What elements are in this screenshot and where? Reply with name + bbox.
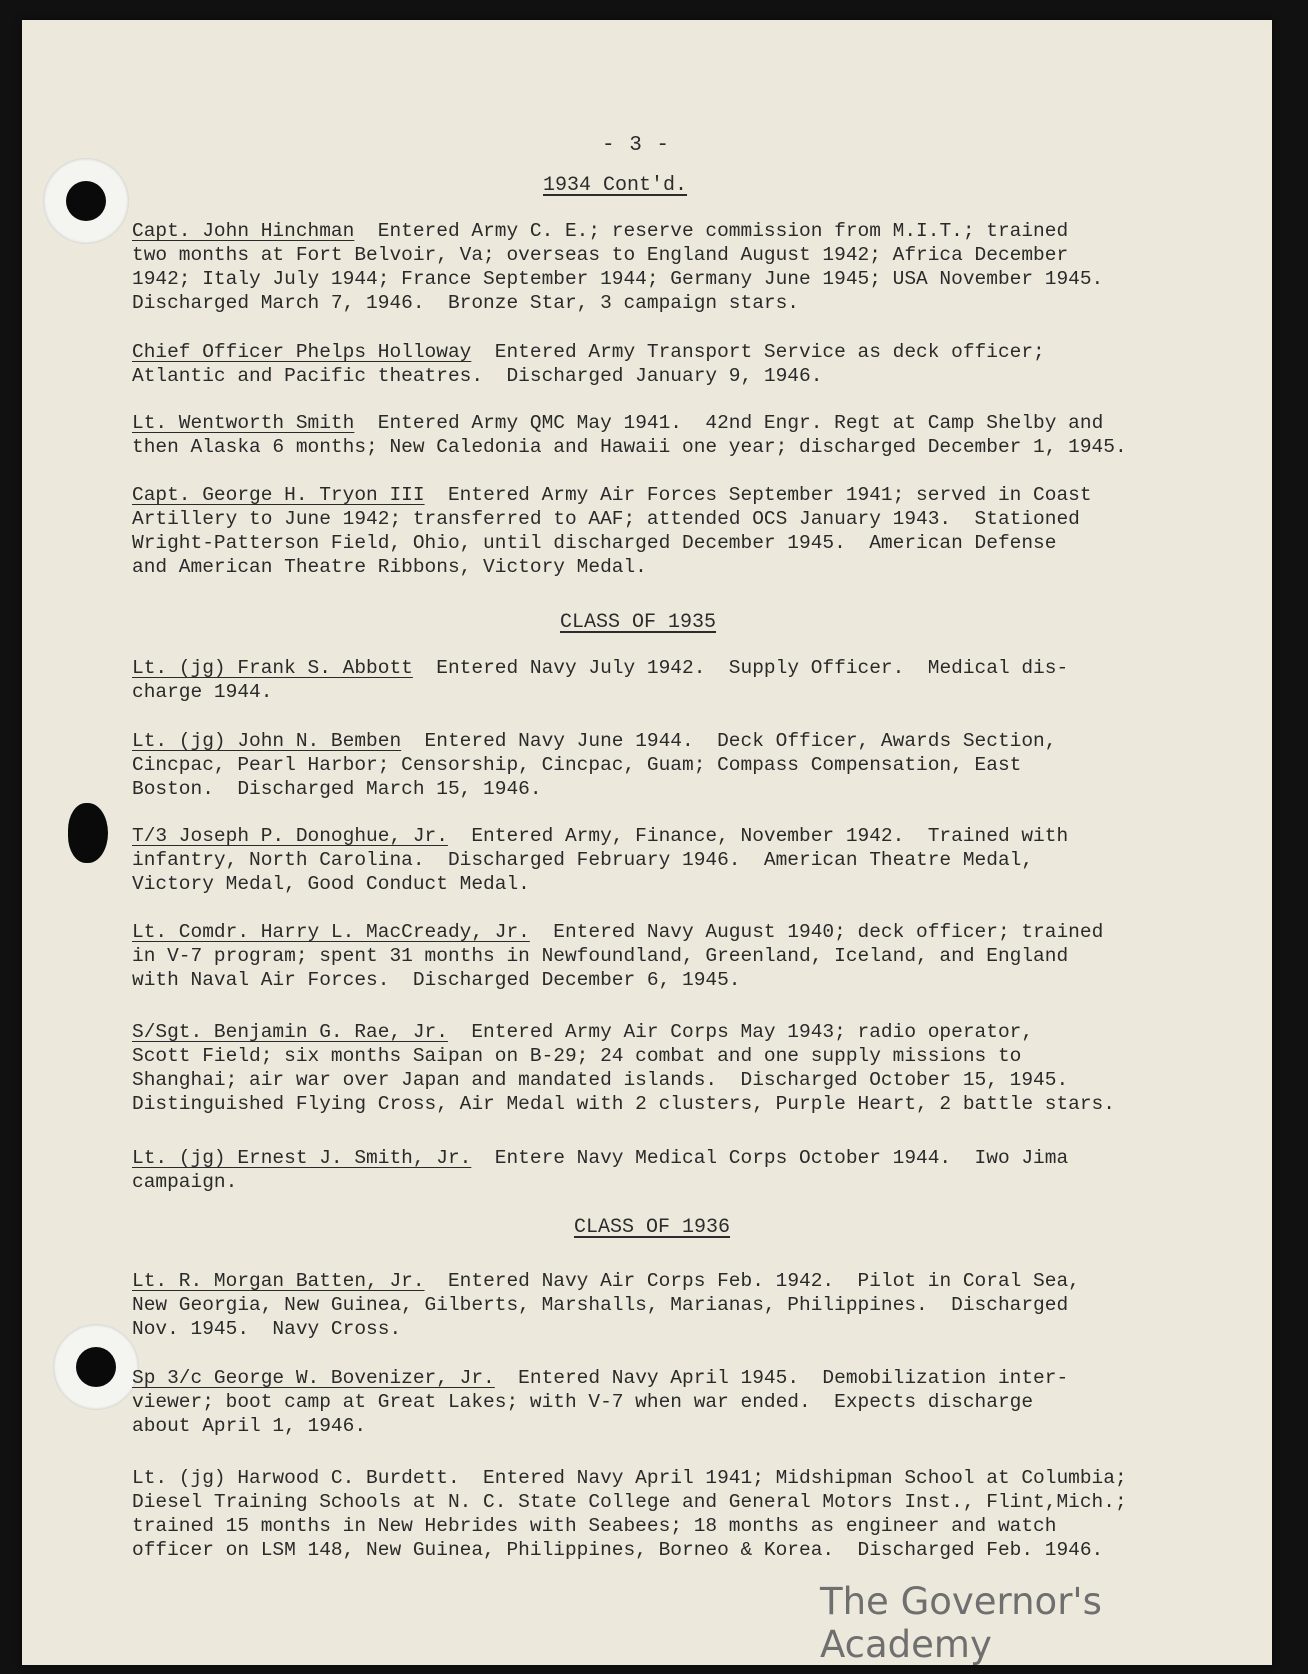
punch-hole-bottom	[53, 1324, 139, 1410]
entry-name: Chief Officer Phelps Holloway	[132, 341, 472, 363]
entry-text: Entere Navy Medical Corps October 1944. Iwo Jima campaign.	[132, 1147, 1069, 1193]
document-page	[22, 20, 1272, 1665]
entry-name: Lt. (jg) Frank S. Abbott	[132, 657, 413, 679]
entry-text: Entered Army QMC May 1941. 42nd Engr. Regt at Camp Shelby and then Alaska 6 months; New Caledonia and Hawaii one year; discharged December 1, 1945.	[132, 412, 1127, 458]
entry-bemben	[132, 729, 1222, 801]
entry-batten	[132, 1269, 1222, 1341]
page-number: - 3 -	[602, 134, 671, 157]
section-heading-class-1936: CLASS OF 1936	[574, 1216, 731, 1239]
entry-text: Entered Army Air Forces September 1941; served in Coast Artillery to June 1942; transferred to AAF; attended OCS January 1943. Stationed Wright-Patterson Field, Ohio, until discharged December 1945. American Defense and American Theatre Ribbons, Victory Medal.	[132, 484, 1092, 578]
entry-name: Lt. (jg) Ernest J. Smith, Jr.	[132, 1147, 472, 1169]
entry-name: Lt. R. Morgan Batten, Jr.	[132, 1270, 425, 1292]
entry-text: Entered Army C. E.; reserve commission from M.I.T.; trained two months at Fort Belvoir, Va; overseas to England August 1942; Africa December 1942; Italy July 1944; France September 1944; Germany June 1945; USA November 1945. Discharged March 7, 1946. Bronze Star, 3 campaign stars.	[132, 220, 1104, 314]
entry-text: Entered Navy August 1940; deck officer; trained in V-7 program; spent 31 months in Newfoundland, Greenland, Iceland, and England with Naval Air Forces. Discharged December 6, 1945.	[132, 921, 1104, 991]
entry-maccready	[132, 920, 1222, 992]
entry-name: S/Sgt. Benjamin G. Rae, Jr.	[132, 1021, 448, 1043]
entry-wentworth-smith	[132, 411, 1222, 459]
entry-name: Lt. (jg) John N. Bemben	[132, 730, 402, 752]
entry-bovenizer	[132, 1366, 1222, 1438]
punch-hole-top	[43, 158, 129, 244]
entry-rae	[132, 1020, 1222, 1116]
entry-name: Capt. George H. Tryon III	[132, 484, 425, 506]
section-heading-class-1935: CLASS OF 1935	[560, 611, 717, 634]
entry-burdett	[132, 1466, 1222, 1562]
entry-name: Capt. John Hinchman	[132, 220, 355, 242]
entry-text: Entered Navy Air Corps Feb. 1942. Pilot in Coral Sea, New Georgia, New Guinea, Gilberts, Marshalls, Marianas, Philippines. Discharged Nov. 1945. Navy Cross.	[132, 1270, 1080, 1340]
entry-tryon	[132, 483, 1222, 579]
entry-holloway	[132, 340, 1222, 388]
entry-text: Entered Army Transport Service as deck officer; Atlantic and Pacific theatres. Discharged January 9, 1946.	[132, 341, 1045, 387]
entry-text: Entered Army, Finance, November 1942. Trained with infantry, North Carolina. Discharged February 1946. American Theatre Medal, Victory Medal, Good Conduct Medal.	[132, 825, 1069, 895]
watermark: The Governor's Academy	[820, 1580, 1102, 1665]
entry-name: T/3 Joseph P. Donoghue, Jr.	[132, 825, 448, 847]
entry-text: Entered Navy April 1941; Midshipman School at Columbia; Diesel Training Schools at N. C. State College and General Motors Inst., Flint,Mich.; trained 15 months in New Hebrides with Seabees; 18 months as engineer and watch officer on LSM 148, New Guinea, Philippines, Borneo & Korea. Discharged Feb. 1946.	[132, 1467, 1127, 1561]
entry-text: Entered Navy April 1945. Demobilization inter- viewer; boot camp at Great Lakes; with V-7 when war ended. Expects discharge about April 1, 1946.	[132, 1367, 1069, 1437]
entry-text: Entered Navy July 1942. Supply Officer. Medical dis- charge 1944.	[132, 657, 1069, 703]
punch-hole-middle	[68, 803, 108, 863]
section-heading-1934-contd: 1934 Cont'd.	[543, 174, 688, 197]
entry-name: Sp 3/c George W. Bovenizer, Jr.	[132, 1367, 495, 1389]
entry-donoghue	[132, 824, 1222, 896]
entry-name: Lt. Wentworth Smith	[132, 412, 355, 434]
entry-hinchman	[132, 219, 1222, 315]
entry-text: Entered Army Air Corps May 1943; radio operator, Scott Field; six months Saipan on B-29; 24 combat and one supply missions to Shanghai; air war over Japan and mandated islands. Discharged October 15, 1945. Distinguished Flying Cross, Air Medal with 2 clusters, Purple Heart, 2 battle stars.	[132, 1021, 1115, 1115]
entry-name: Lt. (jg) Harwood C. Burdett.	[132, 1467, 460, 1489]
entry-abbott	[132, 656, 1222, 704]
entry-name: Lt. Comdr. Harry L. MacCready, Jr.	[132, 921, 530, 943]
entry-ernest-smith	[132, 1146, 1222, 1194]
entry-text: Entered Navy June 1944. Deck Officer, Awards Section, Cincpac, Pearl Harbor; Censorship, Cincpac, Guam; Compass Compensation, East Boston. Discharged March 15, 1946.	[132, 730, 1057, 800]
